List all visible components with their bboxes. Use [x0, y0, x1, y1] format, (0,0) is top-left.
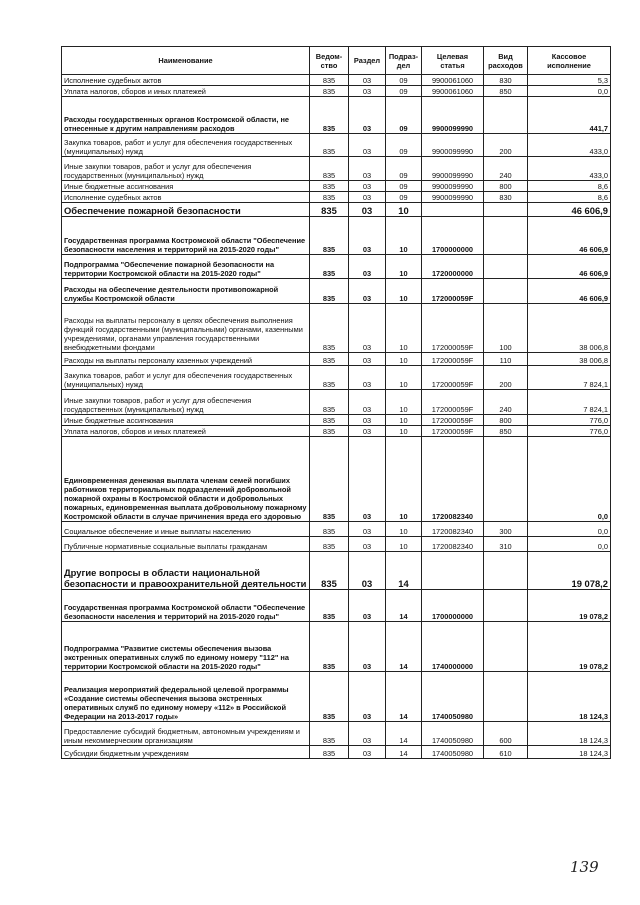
budget-table [61, 46, 611, 759]
cell-podrazdel: 10 [386, 255, 422, 279]
cell-statya: 1720082340 [422, 537, 484, 552]
cell-value: 18 124,3 [528, 672, 611, 722]
cell-razdel: 03 [349, 134, 386, 157]
cell-name: Единовременная денежная выплата членам семей погибших работников территориальных подразделений добровольной пожарной охраны в Костромской области и добровольных пожарных, единовременная выплата добровольному пожарному Костромской области в случае причинения вреда его здоровью [62, 437, 310, 522]
cell-value: 7 824,1 [528, 390, 611, 415]
cell-name: Государственная программа Костромской области "Обеспечение безопасности населения и территорий на 2015-2020 годы" [62, 217, 310, 255]
cell-vid: 110 [484, 353, 528, 366]
cell-podrazdel: 10 [386, 304, 422, 353]
table-row [62, 75, 611, 86]
cell-value: 19 078,2 [528, 590, 611, 622]
cell-ved: 835 [310, 203, 349, 217]
cell-podrazdel: 09 [386, 134, 422, 157]
cell-value: 7 824,1 [528, 366, 611, 390]
cell-ved: 835 [310, 437, 349, 522]
cell-razdel: 03 [349, 722, 386, 746]
cell-value: 46 606,9 [528, 255, 611, 279]
cell-statya: 172000059F [422, 279, 484, 304]
cell-podrazdel: 09 [386, 192, 422, 203]
cell-vid: 850 [484, 426, 528, 437]
cell-vid: 800 [484, 415, 528, 426]
cell-vid: 100 [484, 304, 528, 353]
table-row [62, 426, 611, 437]
table-row [62, 86, 611, 97]
cell-ved: 835 [310, 86, 349, 97]
cell-name: Социальное обеспечение и иные выплаты населению [62, 522, 310, 537]
table-row [62, 134, 611, 157]
cell-value: 19 078,2 [528, 622, 611, 672]
cell-name: Закупка товаров, работ и услуг для обеспечения государственных (муниципальных) нужд [62, 366, 310, 390]
cell-name: Подпрограмма "Развитие системы обеспечения вызова экстренных оперативных служб по единому номеру "112" на территории Костромской области на 2015-2020 годы" [62, 622, 310, 672]
cell-name: Расходы на обеспечение деятельности противопожарной службы Костромской области [62, 279, 310, 304]
cell-razdel: 03 [349, 437, 386, 522]
cell-statya: 9900061060 [422, 75, 484, 86]
cell-vid: 200 [484, 366, 528, 390]
cell-value: 0,0 [528, 537, 611, 552]
cell-vid: 240 [484, 390, 528, 415]
cell-vid: 300 [484, 522, 528, 537]
cell-name: Расходы на выплаты персоналу в целях обеспечения выполнения функций государственными (муниципальными) органами, казенными учреждениями, органами управления государственными внебюджетными фондами [62, 304, 310, 353]
cell-name: Подпрограмма "Обеспечение пожарной безопасности на территории Костромской области на 2015-2020 годы" [62, 255, 310, 279]
cell-name: Другие вопросы в области национальной безопасности и правоохранительной деятельности [62, 552, 310, 590]
cell-value: 441,7 [528, 97, 611, 134]
cell-name: Государственная программа Костромской области "Обеспечение безопасности населения и территорий на 2015-2020 годы" [62, 590, 310, 622]
header-vid: Вид расходов [484, 47, 528, 75]
cell-name: Расходы государственных органов Костромской области, не отнесенные к другим направлениям расходов [62, 97, 310, 134]
cell-vid: 800 [484, 181, 528, 192]
cell-ved: 835 [310, 552, 349, 590]
table-row [62, 522, 611, 537]
cell-statya: 1700000000 [422, 217, 484, 255]
cell-value: 46 606,9 [528, 279, 611, 304]
cell-statya: 172000059F [422, 353, 484, 366]
cell-podrazdel: 10 [386, 366, 422, 390]
cell-statya: 1740050980 [422, 672, 484, 722]
cell-value: 8,6 [528, 192, 611, 203]
cell-name: Предоставление субсидий бюджетным, автономным учреждениям и иным некоммерческим организациям [62, 722, 310, 746]
cell-vid [484, 552, 528, 590]
cell-vid: 200 [484, 134, 528, 157]
cell-statya [422, 552, 484, 590]
cell-razdel: 03 [349, 552, 386, 590]
cell-name: Исполнение судебных актов [62, 192, 310, 203]
cell-ved: 835 [310, 134, 349, 157]
header-vedomstvo: Ведом-ство [310, 47, 349, 75]
table-row [62, 437, 611, 522]
cell-name: Реализация мероприятий федеральной целевой программы «Создание системы обеспечения вызова экстренных оперативных служб по единому номеру «112» в Российской Федерации на 2013-2017 годы» [62, 672, 310, 722]
header-podrazdel: Подраз-дел [386, 47, 422, 75]
cell-razdel: 03 [349, 353, 386, 366]
table-row [62, 255, 611, 279]
cell-podrazdel: 09 [386, 75, 422, 86]
cell-value: 433,0 [528, 134, 611, 157]
cell-podrazdel: 10 [386, 353, 422, 366]
cell-podrazdel: 10 [386, 426, 422, 437]
cell-vid: 830 [484, 192, 528, 203]
cell-ved: 835 [310, 426, 349, 437]
cell-ved: 835 [310, 622, 349, 672]
cell-podrazdel: 10 [386, 522, 422, 537]
table-row [62, 217, 611, 255]
cell-value: 19 078,2 [528, 552, 611, 590]
cell-vid [484, 672, 528, 722]
cell-name: Исполнение судебных актов [62, 75, 310, 86]
cell-ved: 835 [310, 217, 349, 255]
cell-ved: 835 [310, 672, 349, 722]
cell-podrazdel: 09 [386, 157, 422, 181]
header-value: Кассовое исполнение [528, 47, 611, 75]
cell-name: Иные бюджетные ассигнования [62, 181, 310, 192]
cell-name: Иные закупки товаров, работ и услуг для обеспечения государственных (муниципальных) нужд [62, 390, 310, 415]
cell-name: Расходы на выплаты персоналу казенных учреждений [62, 353, 310, 366]
cell-vid: 830 [484, 75, 528, 86]
cell-podrazdel: 14 [386, 672, 422, 722]
cell-name: Обеспечение пожарной безопасности [62, 203, 310, 217]
table-row [62, 157, 611, 181]
cell-ved: 835 [310, 522, 349, 537]
cell-statya: 172000059F [422, 415, 484, 426]
cell-vid: 600 [484, 722, 528, 746]
cell-razdel: 03 [349, 366, 386, 390]
cell-statya: 1720000000 [422, 255, 484, 279]
cell-razdel: 03 [349, 590, 386, 622]
cell-razdel: 03 [349, 255, 386, 279]
cell-razdel: 03 [349, 522, 386, 537]
table-row [62, 722, 611, 746]
header-row [62, 47, 611, 75]
cell-name: Иные закупки товаров, работ и услуг для обеспечения государственных (муниципальных) нужд [62, 157, 310, 181]
cell-name: Субсидии бюджетным учреждениям [62, 746, 310, 759]
table-row [62, 353, 611, 366]
cell-value: 776,0 [528, 426, 611, 437]
cell-ved: 835 [310, 537, 349, 552]
table-row [62, 181, 611, 192]
cell-value: 776,0 [528, 415, 611, 426]
cell-razdel: 03 [349, 217, 386, 255]
table-body [62, 75, 611, 759]
cell-podrazdel: 10 [386, 203, 422, 217]
cell-razdel: 03 [349, 426, 386, 437]
cell-razdel: 03 [349, 622, 386, 672]
cell-value: 5,3 [528, 75, 611, 86]
cell-podrazdel: 10 [386, 390, 422, 415]
cell-value: 0,0 [528, 522, 611, 537]
cell-vid: 610 [484, 746, 528, 759]
cell-ved: 835 [310, 590, 349, 622]
table-row [62, 279, 611, 304]
cell-value: 8,6 [528, 181, 611, 192]
cell-vid [484, 217, 528, 255]
cell-name: Закупка товаров, работ и услуг для обеспечения государственных (муниципальных) нужд [62, 134, 310, 157]
cell-value: 433,0 [528, 157, 611, 181]
cell-ved: 835 [310, 746, 349, 759]
cell-statya: 9900099990 [422, 181, 484, 192]
cell-razdel: 03 [349, 157, 386, 181]
cell-statya: 9900099990 [422, 97, 484, 134]
cell-statya [422, 203, 484, 217]
cell-razdel: 03 [349, 304, 386, 353]
cell-statya: 9900099990 [422, 157, 484, 181]
cell-razdel: 03 [349, 203, 386, 217]
cell-statya: 9900099990 [422, 192, 484, 203]
cell-vid [484, 590, 528, 622]
table-row [62, 552, 611, 590]
cell-ved: 835 [310, 390, 349, 415]
cell-name: Уплата налогов, сборов и иных платежей [62, 86, 310, 97]
cell-vid [484, 255, 528, 279]
cell-ved: 835 [310, 353, 349, 366]
cell-razdel: 03 [349, 86, 386, 97]
cell-statya: 1740050980 [422, 722, 484, 746]
table-row [62, 672, 611, 722]
cell-podrazdel: 10 [386, 217, 422, 255]
cell-podrazdel: 10 [386, 437, 422, 522]
cell-ved: 835 [310, 157, 349, 181]
cell-vid: 850 [484, 86, 528, 97]
cell-value: 0,0 [528, 437, 611, 522]
cell-name: Уплата налогов, сборов и иных платежей [62, 426, 310, 437]
cell-razdel: 03 [349, 279, 386, 304]
cell-podrazdel: 09 [386, 86, 422, 97]
cell-ved: 835 [310, 279, 349, 304]
cell-vid [484, 622, 528, 672]
cell-statya: 1720082340 [422, 522, 484, 537]
cell-statya: 1700000000 [422, 590, 484, 622]
cell-statya: 9900099990 [422, 134, 484, 157]
cell-razdel: 03 [349, 746, 386, 759]
cell-value: 38 006,8 [528, 353, 611, 366]
cell-statya: 9900061060 [422, 86, 484, 97]
cell-value: 38 006,8 [528, 304, 611, 353]
cell-vid: 310 [484, 537, 528, 552]
cell-vid: 240 [484, 157, 528, 181]
cell-vid [484, 279, 528, 304]
cell-value: 0,0 [528, 86, 611, 97]
cell-podrazdel: 10 [386, 279, 422, 304]
cell-ved: 835 [310, 75, 349, 86]
cell-razdel: 03 [349, 390, 386, 415]
cell-ved: 835 [310, 255, 349, 279]
cell-razdel: 03 [349, 97, 386, 134]
table-row [62, 304, 611, 353]
cell-podrazdel: 14 [386, 590, 422, 622]
cell-statya: 172000059F [422, 304, 484, 353]
cell-razdel: 03 [349, 75, 386, 86]
cell-vid [484, 97, 528, 134]
cell-podrazdel: 09 [386, 181, 422, 192]
cell-podrazdel: 10 [386, 537, 422, 552]
cell-statya: 1740000000 [422, 622, 484, 672]
cell-ved: 835 [310, 366, 349, 390]
table-row [62, 622, 611, 672]
cell-vid [484, 437, 528, 522]
cell-podrazdel: 09 [386, 97, 422, 134]
table-row [62, 537, 611, 552]
cell-podrazdel: 14 [386, 746, 422, 759]
cell-value: 18 124,3 [528, 722, 611, 746]
table-row [62, 390, 611, 415]
table-row [62, 746, 611, 759]
table-row [62, 97, 611, 134]
table-row [62, 366, 611, 390]
cell-value: 18 124,3 [528, 746, 611, 759]
cell-razdel: 03 [349, 415, 386, 426]
cell-razdel: 03 [349, 192, 386, 203]
cell-value: 46 606,9 [528, 203, 611, 217]
cell-ved: 835 [310, 722, 349, 746]
cell-razdel: 03 [349, 672, 386, 722]
header-razdel: Раздел [349, 47, 386, 75]
cell-statya: 1740050980 [422, 746, 484, 759]
cell-value: 46 606,9 [528, 217, 611, 255]
cell-statya: 172000059F [422, 426, 484, 437]
table-row [62, 415, 611, 426]
cell-name: Иные бюджетные ассигнования [62, 415, 310, 426]
cell-ved: 835 [310, 304, 349, 353]
cell-podrazdel: 10 [386, 415, 422, 426]
cell-podrazdel: 14 [386, 722, 422, 746]
cell-razdel: 03 [349, 181, 386, 192]
header-statya: Целевая статья [422, 47, 484, 75]
cell-ved: 835 [310, 415, 349, 426]
cell-ved: 835 [310, 97, 349, 134]
cell-razdel: 03 [349, 537, 386, 552]
page-number: 139 [570, 858, 599, 876]
cell-statya: 1720082340 [422, 437, 484, 522]
cell-vid [484, 203, 528, 217]
cell-podrazdel: 14 [386, 622, 422, 672]
cell-ved: 835 [310, 181, 349, 192]
table-row [62, 203, 611, 217]
header-name: Наименование [62, 47, 310, 75]
cell-name: Публичные нормативные социальные выплаты гражданам [62, 537, 310, 552]
cell-podrazdel: 14 [386, 552, 422, 590]
table-row [62, 590, 611, 622]
table-row [62, 192, 611, 203]
cell-statya: 172000059F [422, 366, 484, 390]
cell-statya: 172000059F [422, 390, 484, 415]
cell-ved: 835 [310, 192, 349, 203]
